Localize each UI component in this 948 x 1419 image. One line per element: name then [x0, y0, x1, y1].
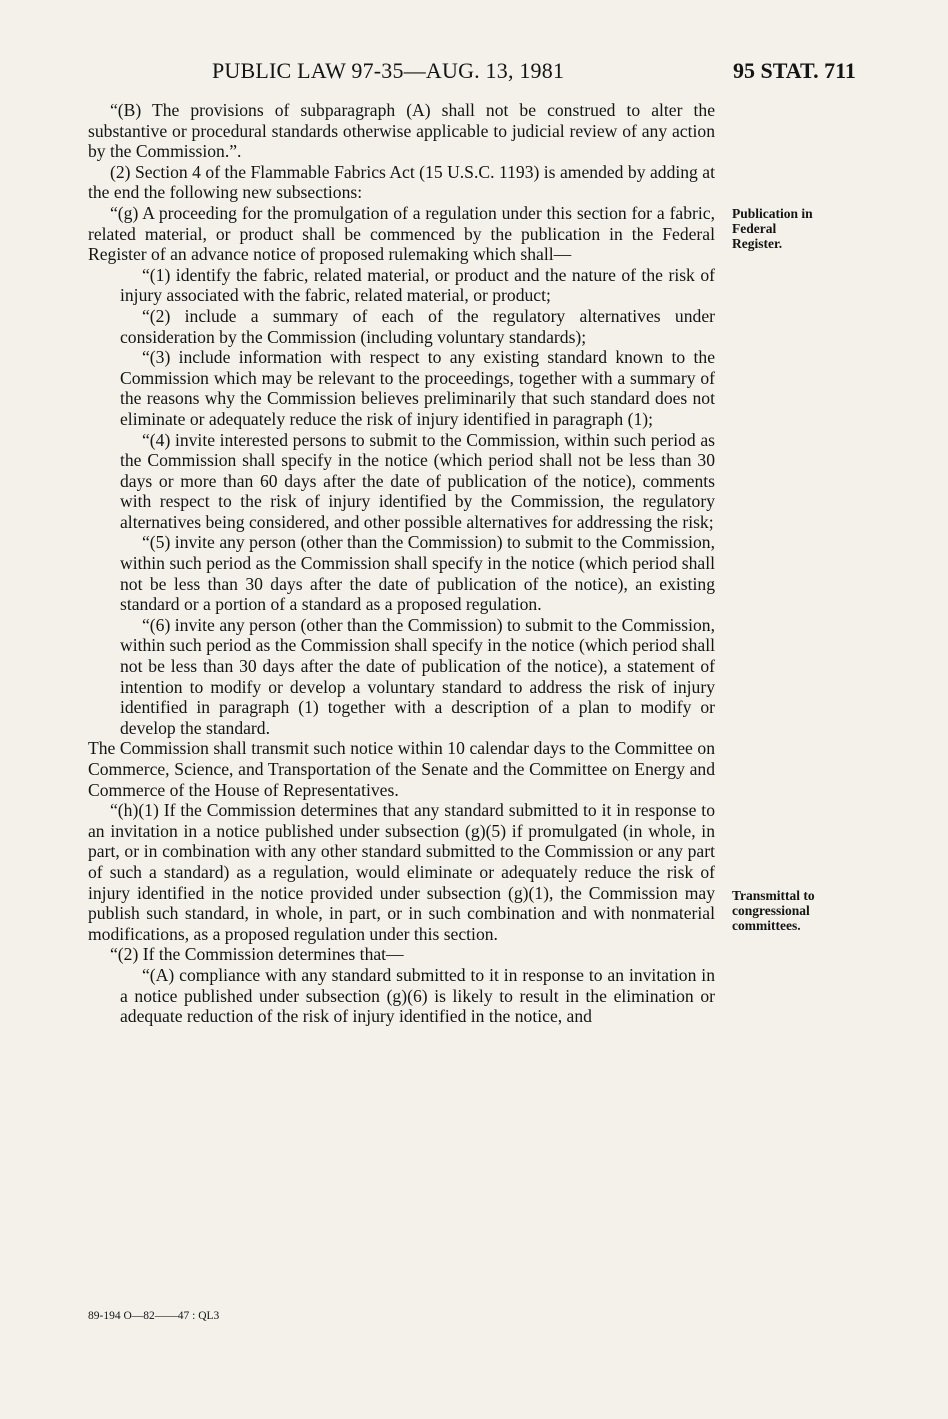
page-footer: 89-194 O—82——47 : QL3 [88, 1310, 220, 1322]
paragraph: (2) Section 4 of the Flammable Fabrics Act (15 U.S.C. 1193) is amended by adding at the end the following new subsections: [88, 161, 715, 203]
paragraph: “(g) A proceeding for the promulgation of a regulation under this section for a fabric, related material, or product shall be commenced by the publication in the Federal Register of an advance notice of proposed rulemaking which shall— [88, 202, 715, 265]
page-header-title: PUBLIC LAW 97-35—AUG. 13, 1981 [212, 58, 565, 83]
paragraph: “(2) If the Commission determines that— [110, 944, 404, 965]
paragraph: “(1) identify the fabric, related material, or product and the nature of the risk of injury associated with the fabric, related material, or product; [120, 264, 715, 306]
paragraph: “(3) include information with respect to any existing standard known to the Commission which may be relevant to the proceedings, together with a summary of the reasons why the Commission believes preliminarily that such standard does not eliminate or adequately reduce the risk of injury identified in paragraph (1); [120, 347, 715, 429]
page-header-stat: 95 STAT. 711 [733, 58, 856, 83]
paragraph: The Commission shall transmit such notice within 10 calendar days to the Committee on Commerce, Science, and Transportation of the Senate and the Committee on Energy and Commerce of the House of Representatives. [88, 738, 715, 800]
paragraph: “(4) invite interested persons to submit to the Commission, within such period as the Commission shall specify in the notice (which period shall not be less than 30 days or more than 60 days after the date of publication of the notice), comments with respect to the risk of injury identified by the Commission, the regulatory alternatives being considered, and other possible alternatives for addressing the risk; [120, 429, 715, 532]
paragraph: “(h)(1) If the Commission determines that any standard submitted to it in response to an invitation in a notice published under subsection (g)(5) if promulgated (in whole, in part, or in combination with any other standard submitted to the Commission or any part of such a standard) as a regulation, would eliminate or adequately reduce the risk of injury identified in the notice provided under subsection (g)(1), the Commission may publish such standard, in whole, in part, or in such combination and with nonmaterial modifications, as a proposed regulation under this section. [88, 800, 715, 944]
paragraph: “(B) The provisions of subparagraph (A) shall not be construed to alter the substantive or procedural standards otherwise applicable to judicial review of any action by the Commission.”. [88, 100, 715, 162]
margin-note-publication: Publication in Federal Register. [732, 206, 813, 251]
body-text [88, 100, 715, 1027]
paragraph: “(2) include a summary of each of the regulatory alternatives under consideration by the Commission (including voluntary standards); [120, 305, 715, 347]
paragraph: “(5) invite any person (other than the Commission) to submit to the Commission, within such period as the Commission shall specify in the notice (which period shall not be less than 30 days after the date of publication of the notice), an existing standard or a portion of a standard as a proposed regulation. [120, 532, 715, 615]
margin-note-transmittal: Transmittal to congressional committees. [732, 888, 815, 933]
paragraph: “(A) compliance with any standard submitted to it in response to an invitation in a notice published under subsection (g)(6) is likely to result in the elimination or adequate reduction of the risk of injury identified in the notice, and [120, 964, 715, 1027]
paragraph: “(6) invite any person (other than the Commission) to submit to the Commission, within such period as the Commission shall specify in the notice (which period shall not be less than 30 days after the date of publication of the notice), a statement of intention to modify or develop a voluntary standard to address the risk of injury identified in paragraph (1) together with a description of a plan to modify or develop the standard. [120, 614, 715, 738]
